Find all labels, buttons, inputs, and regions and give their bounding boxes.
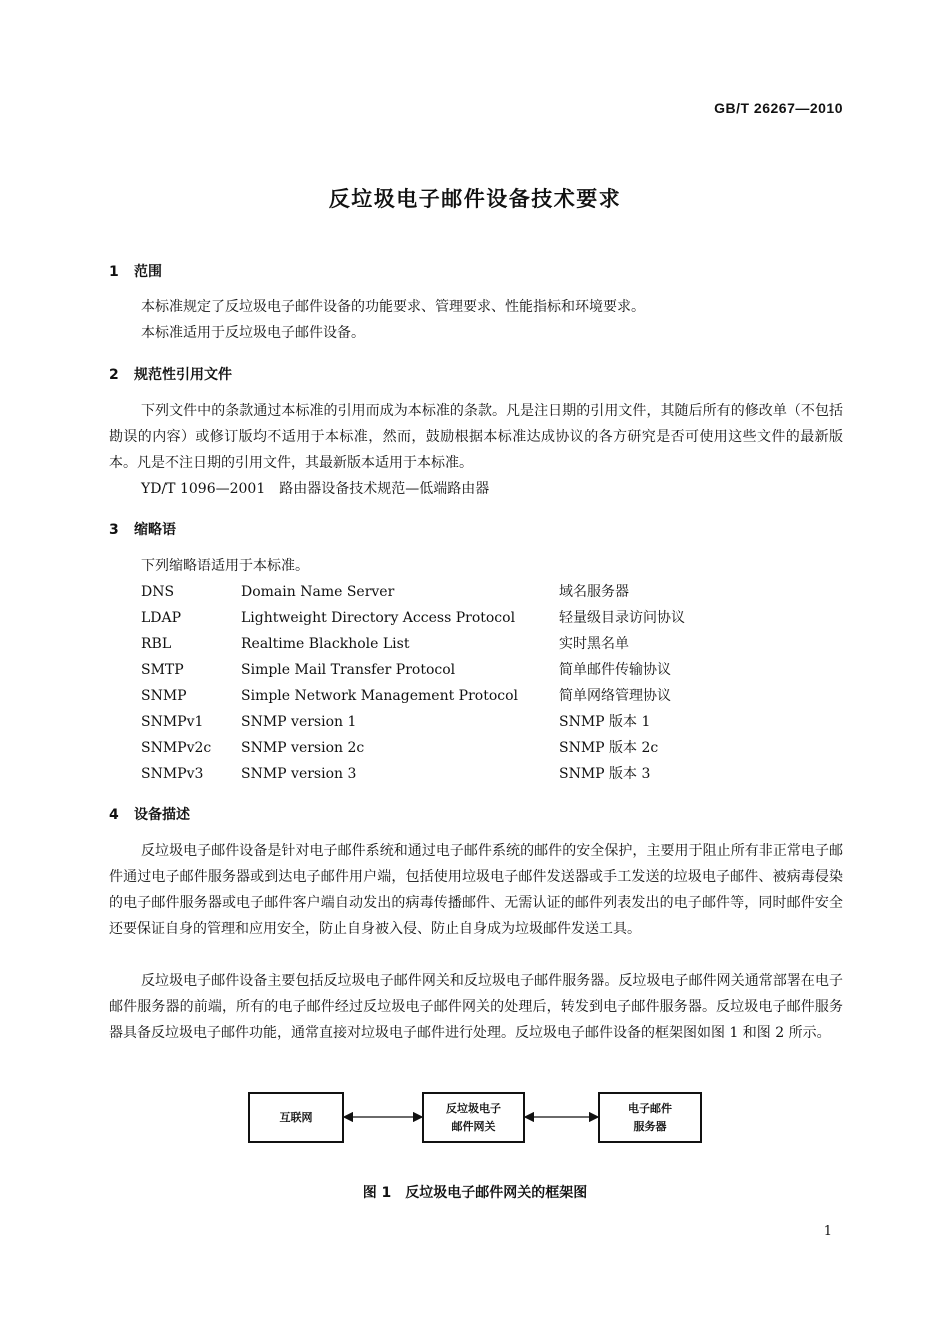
figure-caption: 图 1 反垃圾电子邮件网关的框架图: [362, 1185, 588, 1201]
section-1-line: 本标准规定了反垃圾电子邮件设备的功能要求、管理要求、性能指标和环境要求。: [141, 299, 645, 315]
section-title: 范围: [134, 264, 162, 280]
abbr-full: SNMP version 1: [241, 714, 357, 730]
abbr-full: Simple Network Management Protocol: [241, 688, 519, 704]
section-number: 2: [109, 367, 119, 383]
section-number: 4: [109, 807, 119, 823]
section-number: 1: [109, 264, 119, 280]
box-label: 反垃圾电子: [446, 1101, 501, 1115]
section-title: 规范性引用文件: [134, 367, 232, 383]
section-2-paragraph: 下列文件中的条款通过本标准的引用而成为本标准的条款。凡是注日期的引用文件，其随后所有的修改单（不包括勘误的内容）或修订版均不适用于本标准，然而，鼓励根据本标准达成协议的各方研究是否可使用这些文件的最新版本。凡是不注日期的引用文件，其最新版本适用于本标准。: [109, 403, 843, 471]
abbr-full: Simple Mail Transfer Protocol: [241, 662, 456, 678]
section-4-paragraph: 反垃圾电子邮件设备主要包括反垃圾电子邮件网关和反垃圾电子邮件服务器。反垃圾电子邮件网关通常部署在电子邮件服务器的前端，所有的电子邮件经过反垃圾电子邮件网关的处理后，转发到电子邮件服务器。反垃圾电子邮件服务器具备反垃圾电子邮件功能，通常直接对垃圾电子邮件进行处理。反垃圾电子邮件设备的框架图如图 1 和图 2 所示。: [109, 973, 843, 1041]
abbr-cn: SNMP 版本 3: [559, 766, 651, 782]
abbr: SNMPv2c: [141, 740, 212, 756]
abbreviations-intro: 下列缩略语适用于本标准。: [141, 558, 309, 574]
box-label: 邮件网关: [451, 1119, 496, 1133]
document-title: 反垃圾电子邮件设备技术要求: [328, 187, 622, 211]
section-1-line: 本标准适用于反垃圾电子邮件设备。: [141, 325, 365, 341]
standard-code: GB/T 26267—2010: [714, 100, 843, 116]
reference-document: YD/T 1096—2001 路由器设备技术规范—低端路由器: [141, 481, 490, 497]
abbr: RBL: [141, 636, 172, 652]
gateway-box: [422, 1092, 525, 1143]
section-3-heading: [109, 519, 176, 539]
section-2-heading: [109, 364, 232, 384]
abbr: SNMPv1: [141, 714, 204, 730]
abbr-full: Lightweight Directory Access Protocol: [241, 610, 516, 626]
mail-server-box: [598, 1092, 702, 1143]
abbr: DNS: [141, 584, 175, 600]
section-1-heading: [109, 261, 162, 281]
section-title: 缩略语: [134, 522, 176, 538]
abbr: SMTP: [141, 662, 184, 678]
abbr: SNMP: [141, 688, 187, 704]
section-4-paragraph: 反垃圾电子邮件设备是针对电子邮件系统和通过电子邮件系统的邮件的安全保护，主要用于阻止所有非正常电子邮件通过电子邮件服务器或到达电子邮件用户端，包括使用垃圾电子邮件发送器或手工发送的垃圾电子邮件、被病毒侵染的电子邮件服务器或电子邮件客户端自动发出的病毒传播邮件、无需认证的邮件列表发出的电子邮件等，同时邮件安全还要保证自身的管理和应用安全，防止自身被入侵、防止自身成为垃圾邮件发送工具。: [109, 843, 843, 937]
abbr-cn: 实时黑名单: [559, 636, 629, 652]
box-label: 电子邮件: [628, 1101, 672, 1115]
page-number: 1: [823, 1224, 832, 1239]
abbr-cn: 简单邮件传输协议: [559, 662, 671, 678]
abbr-full: Domain Name Server: [241, 584, 395, 600]
box-label: 互联网: [279, 1110, 313, 1124]
abbr-cn: 简单网络管理协议: [559, 688, 671, 704]
abbr-full: Realtime Blackhole List: [241, 636, 410, 652]
section-number: 3: [109, 522, 119, 538]
abbr: LDAP: [141, 610, 182, 626]
section-4-heading: [109, 804, 190, 824]
section-title: 设备描述: [134, 807, 190, 823]
internet-box: [248, 1092, 344, 1143]
abbr-cn: 轻量级目录访问协议: [559, 610, 685, 626]
abbr-cn: SNMP 版本 2c: [559, 740, 659, 756]
box-label: 服务器: [633, 1119, 667, 1133]
abbr-full: SNMP version 2c: [241, 740, 365, 756]
abbr: SNMPv3: [141, 766, 204, 782]
abbr-cn: 域名服务器: [559, 584, 629, 600]
abbr-full: SNMP version 3: [241, 766, 357, 782]
abbr-cn: SNMP 版本 1: [559, 714, 651, 730]
